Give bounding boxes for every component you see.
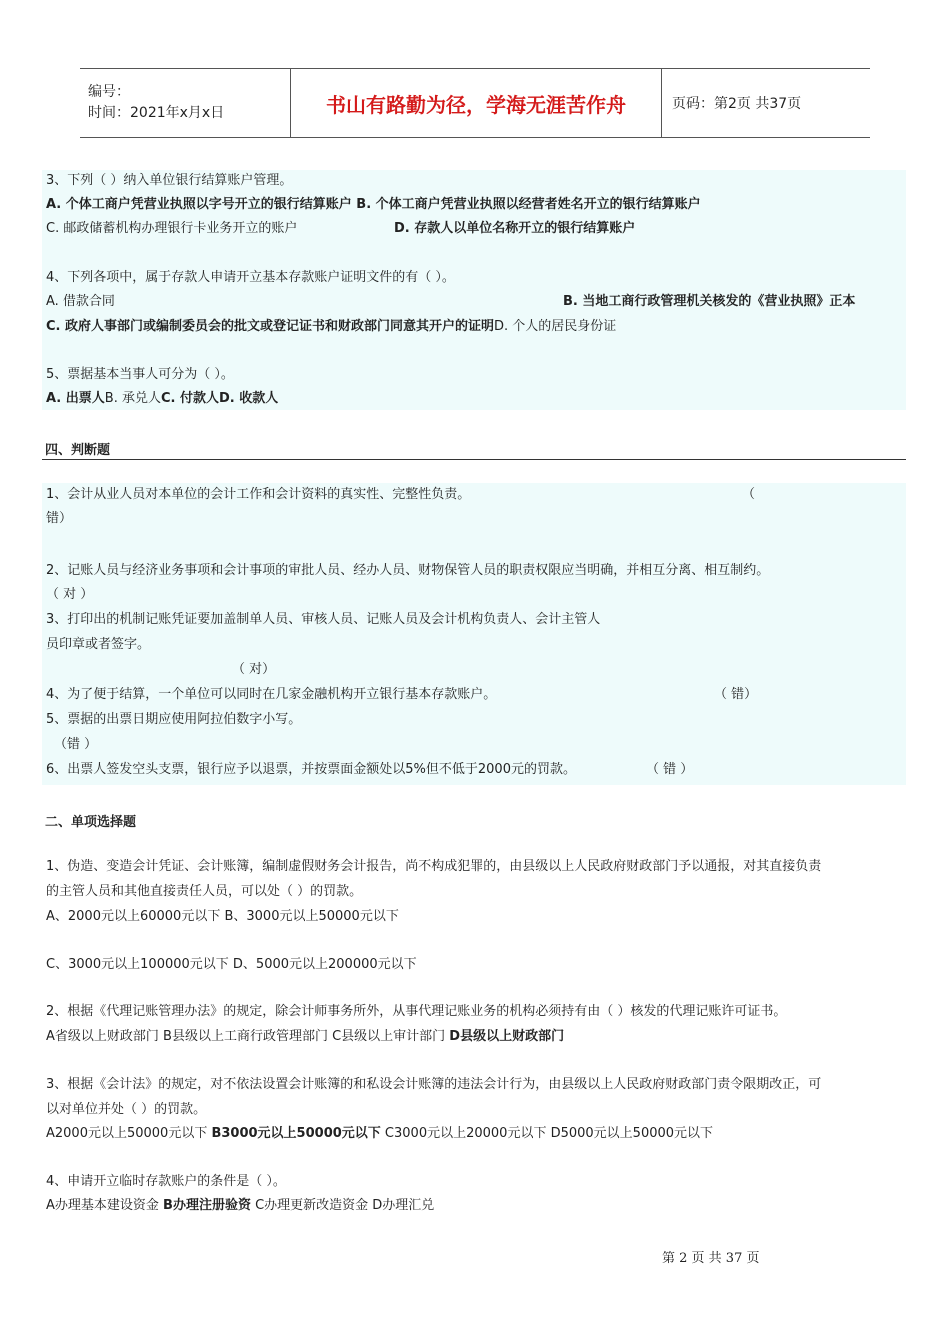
sc-q4-options-cd: C办理更新改造资金 D办理汇兑 bbox=[250, 1198, 435, 1213]
header-motto bbox=[290, 69, 662, 137]
tf-q3-answer: （ 对） bbox=[232, 662, 276, 677]
q3-option-d: D. 存款人以单位名称开立的银行结算账户 bbox=[394, 221, 636, 236]
page-label: 页码：第2页 共37页 bbox=[672, 96, 802, 112]
sc-q3-option-a: A2000元以上50000元以下 bbox=[46, 1126, 212, 1141]
true-false-block bbox=[42, 483, 906, 785]
tf-q3-text-2: 员印章或者签字。 bbox=[46, 637, 151, 652]
sc-q3-options-cd: C3000元以上20000元以下 D5000元以上50000元以下 bbox=[380, 1126, 714, 1141]
q5-stem: 5、票据基本当事人可分为（ ）。 bbox=[46, 367, 234, 382]
sc-q2-options-abc: A省级以上财政部门 B县级以上工商行政管理部门 C县级以上审计部门 bbox=[46, 1029, 450, 1044]
tf-q1-answer: 错） bbox=[46, 511, 73, 526]
sc-q2-options bbox=[46, 1028, 564, 1046]
q3-stem: 3、下列（ ）纳入单位银行结算账户管理。 bbox=[46, 173, 293, 188]
tf-q4-text: 4、为了便于结算，一个单位可以同时在几家金融机构开立银行基本存款账户。 bbox=[46, 687, 497, 702]
q4-options-cd bbox=[46, 318, 616, 336]
number-label: 编号： bbox=[88, 84, 130, 100]
q3-option-c: C. 邮政储蓄机构办理银行卡业务开立的账户 bbox=[46, 221, 298, 236]
sc-q2-line-1: 2、根据《代理记账管理办法》的规定，除会计师事务所外，从事代理记账业务的机构必须持有由（ ）核发的代理记账许可证书。 bbox=[46, 1004, 787, 1019]
header-right bbox=[662, 69, 801, 137]
header-left bbox=[80, 69, 290, 137]
sc-q1-options-cd: C、3000元以上100000元以下 D、5000元以上200000元以下 bbox=[46, 957, 417, 972]
q4-option-a: A. 借款合同 bbox=[46, 294, 115, 309]
q5-options bbox=[46, 390, 278, 408]
q4-option-d: D. 个人的居民身份证 bbox=[494, 319, 617, 334]
sc-q1-line-2: 的主管人员和其他直接责任人员，可以处（ ）的罚款。 bbox=[46, 884, 363, 899]
sc-q3-line-2: 以对单位并处（ ）的罚款。 bbox=[46, 1102, 207, 1117]
q4-stem: 4、下列各项中，属于存款人申请开立基本存款账户证明文件的有（ ）。 bbox=[46, 270, 455, 285]
tf-q1-text: 1、会计从业人员对本单位的会计工作和会计资料的真实性、完整性负责。 bbox=[46, 487, 471, 502]
sc-q3-option-b: B3000元以上50000元以下 bbox=[211, 1126, 381, 1141]
page-footer: 第 2 页 共 37 页 bbox=[662, 1251, 760, 1266]
tf-q2-answer: （ 对 ） bbox=[46, 587, 94, 602]
q3-options-ab: A. 个体工商户凭营业执照以字号开立的银行结算账户 B. 个体工商户凭营业执照以经营者姓名开立的银行结算账户 bbox=[46, 197, 701, 212]
sc-q1-line-1: 1、伪造、变造会计凭证、会计账簿，编制虚假财务会计报告，尚不构成犯罪的，由县级以上人民政府财政部门予以通报，对其直接负责 bbox=[46, 859, 822, 874]
q5-option-b: B. 承兑人 bbox=[104, 391, 161, 406]
section4-divider bbox=[42, 459, 906, 460]
sc-q4-option-b: B办理注册验资 bbox=[163, 1198, 251, 1213]
sc-q3-line-1: 3、根据《会计法》的规定，对不依法设置会计账簿的和私设会计账簿的违法会计行为，由县级以上人民政府财政部门责令限期改正，可 bbox=[46, 1077, 822, 1092]
motto-text: 书山有路勤为径，学海无涯苦作舟 bbox=[326, 92, 626, 117]
tf-q4-answer: （ 错） bbox=[714, 687, 758, 702]
page-header bbox=[80, 68, 870, 138]
q4-option-b: B. 当地工商行政管理机关核发的《营业执照》正本 bbox=[563, 294, 856, 309]
tf-q6-text: 6、出票人签发空头支票，银行应予以退票，并按票面金额处以5%但不低于2000元的罚款。 bbox=[46, 762, 576, 777]
q5-option-c: C. 付款人 bbox=[160, 391, 219, 406]
q5-option-d: D. 收款人 bbox=[218, 391, 279, 406]
section2-title: 二、单项选择题 bbox=[45, 815, 137, 830]
sc-q4-option-a: A办理基本建设资金 bbox=[46, 1198, 164, 1213]
tf-q6-answer: （ 错 ） bbox=[646, 762, 694, 777]
sc-q1-options-ab: A、2000元以上60000元以下 B、3000元以上50000元以下 bbox=[46, 909, 399, 924]
sc-q3-options bbox=[46, 1125, 713, 1143]
section4-title: 四、判断题 bbox=[45, 443, 111, 458]
q4-option-c: C. 政府人事部门或编制委员会的批文或登记证书和财政部门同意其开户的证明 bbox=[46, 319, 495, 334]
tf-q3-text-1: 3、打印出的机制记账凭证要加盖制单人员、审核人员、记账人员及会计机构负责人、会计主管人 bbox=[46, 612, 601, 627]
tf-q5-text: 5、票据的出票日期应使用阿拉伯数字小写。 bbox=[46, 712, 302, 727]
q5-option-a: A. 出票人 bbox=[46, 391, 105, 406]
sc-q4-line-1: 4、申请开立临时存款账户的条件是（ ）。 bbox=[46, 1174, 286, 1189]
date-label: 时间：2021年x月x日 bbox=[88, 105, 225, 121]
sc-q4-options bbox=[46, 1197, 434, 1215]
tf-q2-text: 2、记账人员与经济业务事项和会计事项的审批人员、经办人员、财物保管人员的职责权限应当明确，并相互分离、相互制约。 bbox=[46, 563, 770, 578]
tf-q5-answer: （错 ） bbox=[54, 737, 98, 752]
sc-q2-option-d: D县级以上财政部门 bbox=[449, 1029, 565, 1044]
tf-q1-paren: （ bbox=[742, 487, 756, 502]
